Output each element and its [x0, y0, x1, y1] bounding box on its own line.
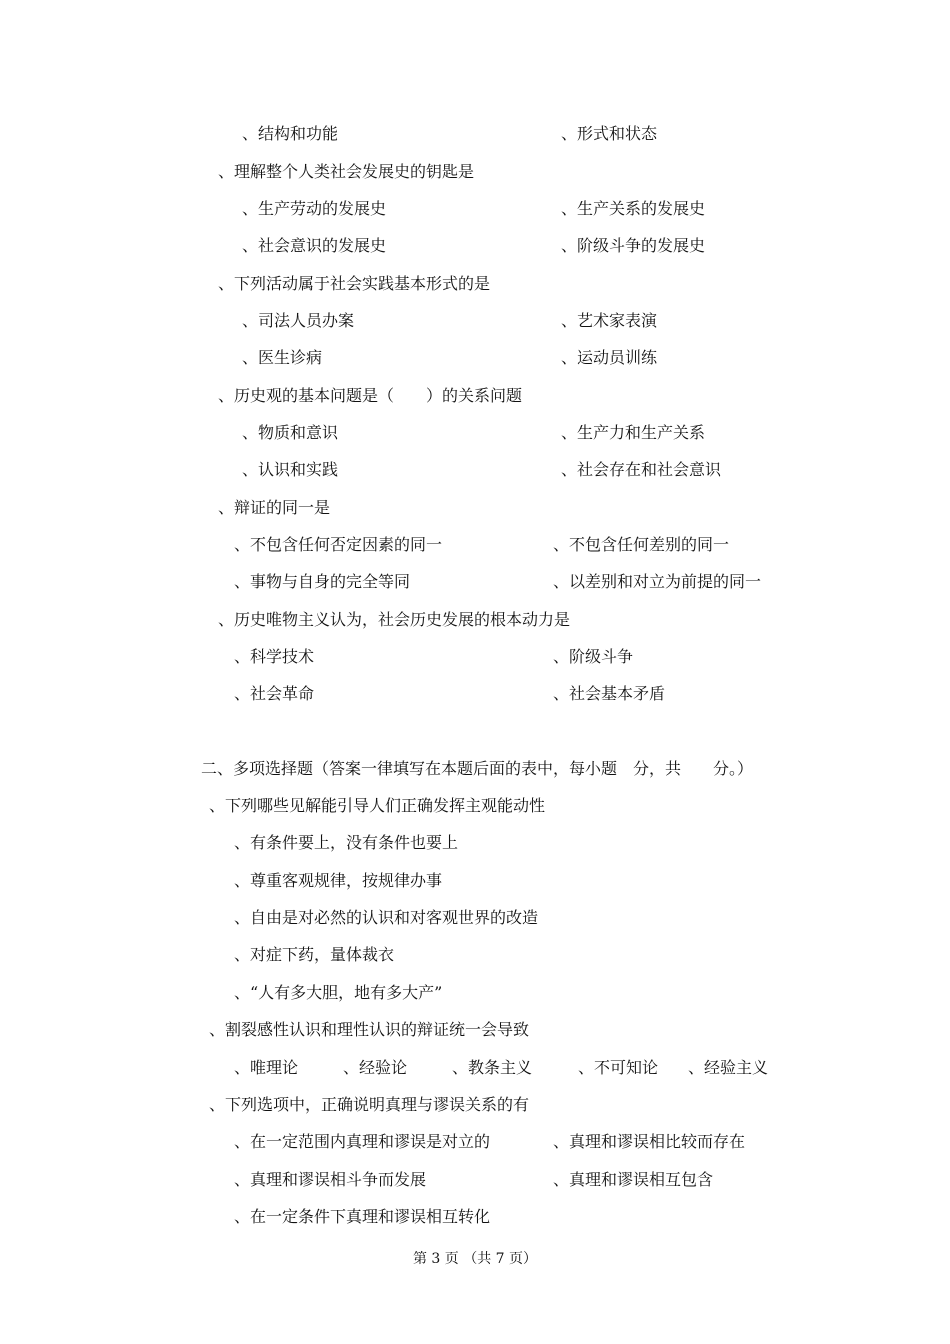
option-text: 、科学技术	[234, 647, 315, 666]
question-text: 、下列哪些见解能引导人们正确发挥主观能动性	[209, 796, 546, 815]
option-text: 、运动员训练	[561, 348, 658, 367]
option-text: 、以差别和对立为前提的同一	[553, 572, 762, 591]
option-text: 、不包含任何差别的同一	[553, 535, 730, 554]
option-text: 、生产劳动的发展史	[242, 199, 387, 218]
option-text: 、艺术家表演	[561, 311, 658, 330]
option-text: 、有条件要上，没有条件也要上	[234, 833, 459, 852]
option-text: 、事物与自身的完全等同	[234, 572, 411, 591]
question-text: 、下列活动属于社会实践基本形式的是	[218, 274, 491, 293]
option-text: 、社会意识的发展史	[242, 236, 387, 255]
option-text: 、不包含任何否定因素的同一	[234, 535, 443, 554]
option-text: 、结构和功能	[242, 124, 339, 143]
option-text: 、司法人员办案	[242, 311, 355, 330]
option-text: 、生产关系的发展史	[561, 199, 706, 218]
question-text: 、历史唯物主义认为，社会历史发展的根本动力是	[218, 610, 571, 629]
option-text: 、物质和意识	[242, 423, 339, 442]
question-text: 、下列选项中，正确说明真理与谬误关系的有	[209, 1095, 530, 1114]
question-text: 、理解整个人类社会发展史的钥匙是	[218, 162, 475, 181]
option-text: 、在一定条件下真理和谬误相互转化	[234, 1207, 491, 1226]
option-text: 、对症下药，量体裁衣	[234, 945, 395, 964]
question-text: 、辩证的同一是	[218, 498, 331, 517]
option-text: 、形式和状态	[561, 124, 658, 143]
option-text: 、社会存在和社会意识	[561, 460, 722, 479]
option-text: 、真理和谬误相互包含	[553, 1170, 714, 1189]
option-text: 、生产力和生产关系	[561, 423, 706, 442]
option-text: 、经验主义	[688, 1058, 769, 1077]
option-text: 、医生诊病	[242, 348, 323, 367]
option-text: 、社会革命	[234, 684, 315, 703]
option-text: 、真理和谬误相斗争而发展	[234, 1170, 427, 1189]
option-text: 、不可知论	[578, 1058, 659, 1077]
option-text: 、自由是对必然的认识和对客观世界的改造	[234, 908, 539, 927]
option-text: 、尊重客观规律，按规律办事	[234, 871, 443, 890]
section-title: 二、多项选择题（答案一律填写在本题后面的表中，每小题 分，共 分。）	[201, 759, 754, 778]
option-text: 、真理和谬误相比较而存在	[553, 1132, 746, 1151]
option-text: 、经验论	[343, 1058, 408, 1077]
option-text: 、在一定范围内真理和谬误是对立的	[234, 1132, 491, 1151]
page-number: 第 3 页 （共 7 页）	[412, 1251, 538, 1267]
option-text: 、“人有多大胆，地有多大产”	[234, 983, 443, 1002]
question-text: 、割裂感性认识和理性认识的辩证统一会导致	[209, 1020, 530, 1039]
option-text: 、阶级斗争	[553, 647, 634, 666]
option-text: 、社会基本矛盾	[553, 684, 666, 703]
option-text: 、教条主义	[452, 1058, 533, 1077]
question-text: 、历史观的基本问题是（ ）的关系问题	[218, 386, 523, 405]
option-text: 、认识和实践	[242, 460, 339, 479]
option-text: 、唯理论	[234, 1058, 299, 1077]
option-text: 、阶级斗争的发展史	[561, 236, 706, 255]
